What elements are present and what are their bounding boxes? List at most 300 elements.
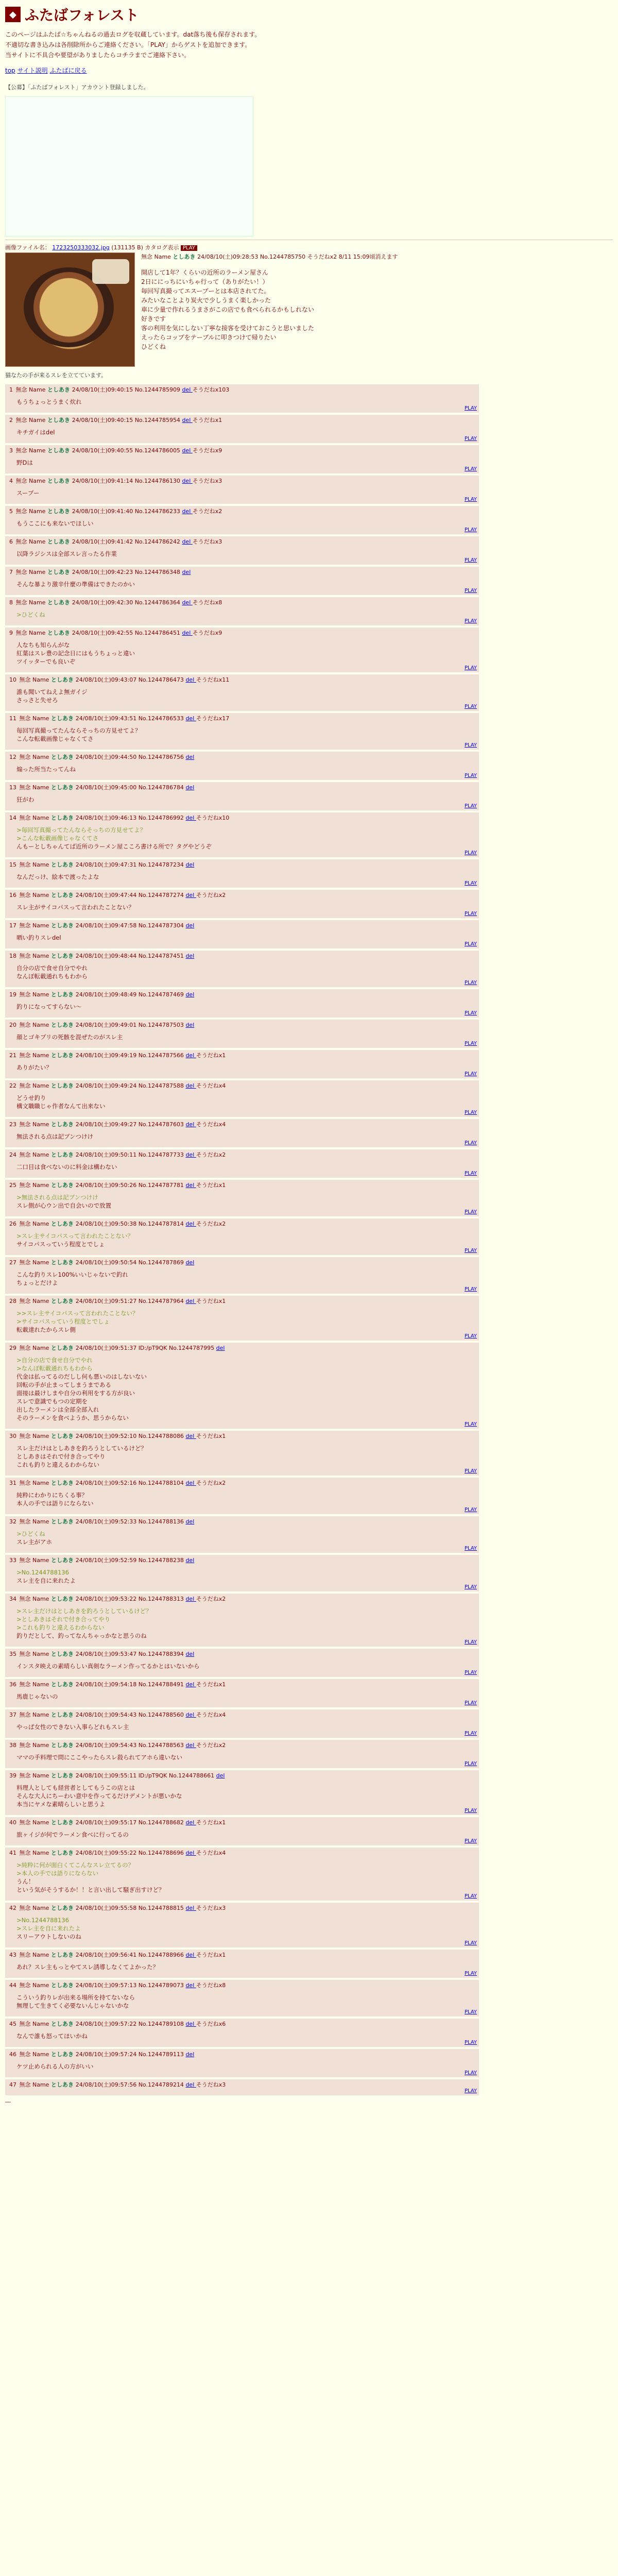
reply-del[interactable]: del xyxy=(185,1121,196,1128)
reply-del[interactable]: del xyxy=(185,1298,196,1304)
play-link[interactable]: PLAY xyxy=(464,1333,477,1339)
reply-like: そうだねx1 xyxy=(192,417,222,423)
reply-number: 31 xyxy=(9,1480,19,1486)
reply-header xyxy=(9,599,477,606)
reply-mail: としあき xyxy=(50,815,76,821)
reply-del[interactable]: del xyxy=(185,1480,196,1486)
reply-item xyxy=(5,597,479,625)
reply-name: 無念 Name xyxy=(19,1259,51,1266)
top-links xyxy=(5,66,613,75)
reply-line: >無法される点は記ブンつけけ xyxy=(16,1194,98,1201)
reply-del[interactable]: del xyxy=(185,922,195,929)
reply-like: そうだねx2 xyxy=(196,1151,226,1158)
reply-name: 無念 Name xyxy=(19,1850,51,1856)
reply-date: 24/08/10(土)09:54:18 xyxy=(75,1681,139,1688)
reply-del[interactable]: del xyxy=(185,991,195,998)
play-link[interactable]: PLAY xyxy=(464,2009,477,2015)
reply-id: No.1244788560 xyxy=(138,1711,186,1718)
reply-name: 無念 Name xyxy=(15,538,47,545)
play-link[interactable]: PLAY xyxy=(464,1171,477,1176)
reply-mail: としあき xyxy=(50,2021,76,2027)
reply-id: No.1244787869 xyxy=(138,1259,186,1266)
reply-number: 20 xyxy=(9,1022,19,1028)
reply-number: 34 xyxy=(9,1596,19,1602)
reply-del[interactable]: del xyxy=(182,478,193,484)
reply-date: 24/08/10(土)09:50:26 xyxy=(75,1182,139,1189)
reply-del[interactable]: del xyxy=(185,1742,196,1749)
reply-id: No.1244789073 xyxy=(138,1982,186,1989)
reply-del[interactable]: del xyxy=(182,630,193,636)
play-link[interactable]: PLAY xyxy=(464,1041,477,1046)
play-link[interactable]: PLAY xyxy=(464,1971,477,1976)
reply-mail: としあき xyxy=(50,892,76,899)
reply-del[interactable]: del xyxy=(185,1952,196,1958)
reply-name: 無念 Name xyxy=(19,1298,51,1304)
reply-del[interactable]: del xyxy=(216,1345,225,1351)
reply-date: 24/08/10(土)09:41:42 xyxy=(72,538,135,545)
play-link[interactable]: PLAY xyxy=(464,1940,477,1946)
op-date: 24/08/10(土)09:28:53 xyxy=(197,253,259,260)
reply-line: スレ主がアホ xyxy=(16,1538,52,1546)
reply-mail: としあき xyxy=(47,478,72,484)
catalog-label: カタログ表示 xyxy=(145,244,179,251)
reply-id: No.1244787274 xyxy=(138,892,186,899)
reply-del[interactable]: del xyxy=(185,1052,196,1059)
reply-line: スレ主だけはとしあきを釣ろうとしているけど？ xyxy=(16,1445,147,1452)
reply-mail: としあき xyxy=(47,538,72,545)
op-no: No.1244785750 xyxy=(260,253,306,260)
reply-line: 回転の手が止まってしまうまである xyxy=(16,1381,111,1388)
reply-del[interactable]: del xyxy=(185,1819,196,1826)
file-label: 画像ファイル名： xyxy=(5,244,50,251)
reply-name: 無念 Name xyxy=(19,922,51,929)
reply-number: 25 xyxy=(9,1182,19,1189)
reply-body xyxy=(16,1193,477,1210)
top-link[interactable]: top xyxy=(5,67,15,74)
reply-line: 料理人としても経営者としてもうこの店とは xyxy=(16,1784,135,1791)
reply-item xyxy=(5,1649,479,1677)
site-info-link[interactable]: サイト説明 xyxy=(17,67,48,74)
reply-item xyxy=(5,1740,479,1768)
reply-mail: としあき xyxy=(50,1221,76,1227)
reply-del[interactable]: del xyxy=(185,1711,196,1718)
reply-line: どうせ釣り xyxy=(16,1094,46,1101)
reply-id: No.1244787964 xyxy=(138,1298,186,1304)
forest-link[interactable]: ふたばに戻る xyxy=(49,67,87,74)
reply-body xyxy=(16,903,477,911)
play-link[interactable]: PLAY xyxy=(464,405,477,411)
play-link[interactable]: PLAY xyxy=(464,1507,477,1513)
reply-like: そうだねx3 xyxy=(192,538,222,545)
reply-mail: としあき xyxy=(50,1082,76,1089)
reply-body xyxy=(16,580,477,588)
reply-line: スレ主を自に来れたよ xyxy=(16,1577,76,1584)
reply-date: 24/08/10(土)09:46:13 xyxy=(75,815,139,821)
reply-date: 24/08/10(土)09:53:47 xyxy=(75,1651,139,1657)
reply-number: 15 xyxy=(9,861,19,868)
reply-name: 無念 Name xyxy=(19,715,51,722)
reply-line: >としあきはそれで付き合ってやり xyxy=(16,1616,111,1623)
reply-number: 42 xyxy=(9,1905,19,1911)
reply-del[interactable]: del xyxy=(182,447,193,454)
reply-line: なんだっけ、絵本で渡ったよな xyxy=(16,873,99,880)
reply-line: スレで意識でもつの定期を xyxy=(16,1398,88,1405)
reply-item xyxy=(5,1817,479,1845)
play-link[interactable]: PLAY xyxy=(464,742,477,748)
reply-item xyxy=(5,1257,479,1294)
play-link[interactable]: PLAY xyxy=(464,704,477,709)
reply-id: No.1244788563 xyxy=(138,1742,186,1749)
reply-line: 本人の手では語りにならない xyxy=(16,1500,94,1507)
reply-number: 5 xyxy=(9,508,15,515)
play-link[interactable]: PLAY xyxy=(464,436,477,442)
play-link[interactable]: PLAY xyxy=(464,1421,477,1427)
reply-body xyxy=(16,1356,477,1422)
reply-id: No.1244788815 xyxy=(138,1905,186,1911)
reply-body xyxy=(16,1753,477,1761)
reply-date: 24/08/10(土)09:52:59 xyxy=(75,1557,139,1564)
play-link[interactable]: PLAY xyxy=(464,1248,477,1253)
reply-del[interactable]: del xyxy=(185,953,195,959)
reply-del[interactable]: del xyxy=(185,784,195,791)
play-link[interactable]: PLAY xyxy=(464,880,477,886)
reply-number: 14 xyxy=(9,815,19,821)
reply-del[interactable]: del xyxy=(185,1982,196,1989)
reply-del[interactable]: del xyxy=(185,1681,196,1688)
reply-name: 無念 Name xyxy=(19,861,51,868)
play-link[interactable]: PLAY xyxy=(464,665,477,671)
reply-header xyxy=(9,629,477,637)
play-link[interactable]: PLAY xyxy=(464,1286,477,1292)
reply-body xyxy=(16,1094,477,1110)
reply-mail: としあき xyxy=(50,1905,76,1911)
reply-line: なんで誰も怒ってほいかね xyxy=(16,2032,88,2040)
reply-del[interactable]: del xyxy=(185,1022,195,1028)
reply-del[interactable]: del xyxy=(185,1850,196,1856)
op-line-3: 毎回写真撮ってエスーブーとは本店されてた。 xyxy=(141,287,270,295)
reply-number: 24 xyxy=(9,1151,19,1158)
reply-number: 17 xyxy=(9,922,19,929)
reply-like: そうだねx1 xyxy=(196,1298,226,1304)
reply-date: 24/08/10(土)09:49:01 xyxy=(75,1022,139,1028)
op-mail: としあき xyxy=(173,253,196,260)
reply-header xyxy=(9,1556,477,1564)
reply-mail: としあき xyxy=(47,630,72,636)
reply-item xyxy=(5,1594,479,1647)
play-link[interactable]: PLAY xyxy=(464,1639,477,1645)
reply-mail: としあき xyxy=(47,508,72,515)
reply-number: 8 xyxy=(9,599,15,606)
reply-item xyxy=(5,1343,479,1429)
thread-image[interactable] xyxy=(5,252,135,367)
reply-date: 24/08/10(土)09:50:38 xyxy=(75,1221,139,1227)
reply-line: >スレ主サイコパスって言われたことない？ xyxy=(16,1232,133,1240)
reply-line: インスタ映えの素晴らしい真剣なラーメン作ってるかとはいないから xyxy=(16,1663,200,1670)
play-link[interactable]: PLAY xyxy=(464,803,477,809)
reply-id: No.1244786533 xyxy=(138,715,186,722)
play-link[interactable]: PLAY xyxy=(464,911,477,917)
play-link[interactable]: PLAY xyxy=(464,1584,477,1590)
reply-del[interactable]: del xyxy=(185,2021,196,2027)
intro-line-3: 当サイトに不具合や要望がありましたらコチラまでご連絡下さい。 xyxy=(5,52,191,59)
play-link[interactable]: PLAY xyxy=(464,1893,477,1899)
reply-date: 24/08/10(土)09:42:55 xyxy=(72,630,135,636)
reply-del[interactable]: del xyxy=(185,861,195,868)
reply-name: 無念 Name xyxy=(19,953,51,959)
reply-header xyxy=(9,2050,477,2058)
reply-body xyxy=(16,964,477,980)
reply-id: No.1244788136 xyxy=(138,1518,186,1525)
reply-header xyxy=(9,952,477,960)
reply-name: 無念 Name xyxy=(19,1480,51,1486)
reply-name: 無念 Name xyxy=(19,1651,51,1657)
reply-del[interactable]: del xyxy=(185,815,196,821)
reply-name: 無念 Name xyxy=(15,599,47,606)
play-link[interactable]: PLAY xyxy=(464,1071,477,1077)
reply-del[interactable]: del xyxy=(185,1651,195,1657)
reply-date: 24/08/10(土)09:54:43 xyxy=(75,1742,139,1749)
play-link[interactable]: PLAY xyxy=(464,980,477,986)
play-link[interactable]: PLAY xyxy=(464,527,477,533)
reply-mail: としあき xyxy=(50,1681,76,1688)
play-link[interactable]: PLAY xyxy=(464,1670,477,1675)
reply-body xyxy=(16,1723,477,1731)
reply-body xyxy=(16,1270,477,1287)
reply-date: 24/08/10(土)09:56:41 xyxy=(75,1952,139,1958)
reply-name: 無念 Name xyxy=(19,1221,51,1227)
reply-del[interactable]: del xyxy=(182,538,193,545)
reply-id: No.1244787781 xyxy=(138,1182,186,1189)
play-link[interactable]: PLAY xyxy=(464,1838,477,1844)
reply-header xyxy=(9,2081,477,2089)
reply-del[interactable]: del xyxy=(185,1182,196,1189)
reply-date: 24/08/10(土)09:40:55 xyxy=(72,447,135,454)
reply-like: そうだねx2 xyxy=(196,1742,226,1749)
reply-item xyxy=(5,1149,479,1178)
reply-number: 44 xyxy=(9,1982,19,1989)
reply-date: 24/08/10(土)09:49:27 xyxy=(75,1121,139,1128)
reply-del[interactable]: del xyxy=(182,508,193,515)
reply-header xyxy=(9,814,477,822)
op-post xyxy=(5,252,613,367)
reply-date: 24/08/10(土)09:54:43 xyxy=(75,1711,139,1718)
play-link[interactable]: PLAY xyxy=(464,1546,477,1551)
reply-line: これも釣りと違えるわからない xyxy=(16,1461,99,1468)
file-info xyxy=(5,243,613,251)
reply-id: No.1244787304 xyxy=(138,922,186,929)
play-link[interactable]: PLAY xyxy=(464,588,477,594)
reply-id: No.1244788682 xyxy=(138,1819,186,1826)
reply-date: 24/08/10(土)09:40:15 xyxy=(72,386,135,393)
reply-item xyxy=(5,476,479,504)
play-link[interactable]: PLAY xyxy=(464,850,477,856)
reply-line: そんな大人にちーわい意中を作ってるだけデメントが悪いかな xyxy=(16,1792,182,1800)
reply-body xyxy=(16,2062,477,2071)
play-link[interactable]: PLAY xyxy=(464,2070,477,2076)
reply-item xyxy=(5,1516,479,1553)
reply-id: No.1244786756 xyxy=(138,754,186,760)
reply-header xyxy=(9,1021,477,1029)
reply-header xyxy=(9,568,477,576)
reply-like: そうだねx11 xyxy=(196,676,230,683)
reply-like: そうだねx1 xyxy=(196,1681,226,1688)
reply-line: >スレ主だけはとしあきを釣ろうとしているけど？ xyxy=(16,1607,152,1615)
reply-del[interactable]: del xyxy=(185,1905,196,1911)
reply-date: 24/08/10(土)09:40:15 xyxy=(72,417,135,423)
play-link[interactable]: PLAY xyxy=(464,1140,477,1146)
reply-item xyxy=(5,2049,479,2077)
play-link[interactable]: PLAY xyxy=(464,1110,477,1115)
reply-header xyxy=(9,1344,477,1352)
reply-line: >No.1244788136 xyxy=(16,1569,69,1576)
play-link[interactable]: PLAY xyxy=(464,1209,477,1215)
reply-header xyxy=(9,1151,477,1159)
reply-body xyxy=(16,611,477,619)
reply-like: そうだねx8 xyxy=(192,599,222,606)
reply-body xyxy=(16,1232,477,1248)
reply-mail: としあき xyxy=(50,1433,76,1439)
reply-like: そうだねx4 xyxy=(196,1850,226,1856)
reply-date: 24/08/10(土)09:50:54 xyxy=(75,1259,139,1266)
reply-del[interactable]: del xyxy=(185,1221,196,1227)
play-link[interactable]: PLAY xyxy=(464,1010,477,1016)
reply-del[interactable]: del xyxy=(182,599,193,606)
reply-del[interactable]: del xyxy=(185,1557,195,1564)
reply-date: 24/08/10(土)09:42:23 xyxy=(72,569,135,575)
reply-item xyxy=(5,1218,479,1255)
reply-del[interactable]: del xyxy=(185,676,196,683)
reply-line: もうここにも来ないでほしい xyxy=(16,520,94,527)
play-link[interactable]: PLAY xyxy=(464,2040,477,2045)
reply-like: そうだねx103 xyxy=(192,386,230,393)
reply-line: ツイッターでも良いぞ xyxy=(16,658,76,665)
reply-item xyxy=(5,384,479,413)
reply-del[interactable]: del xyxy=(185,754,195,760)
play-link[interactable]: PLAY xyxy=(464,1468,477,1474)
reply-mail: としあき xyxy=(50,2051,76,2058)
intro-line-2: 不適切な書き込みは各削除所からご連絡ください。「PLAY」からゲストを追加できます。 xyxy=(5,41,251,48)
reply-body xyxy=(16,1662,477,1670)
reply-del[interactable]: del xyxy=(182,417,193,423)
reply-line: 晒い釣りスレdel xyxy=(16,934,61,941)
play-link[interactable]: PLAY xyxy=(464,1731,477,1736)
reply-del[interactable]: del xyxy=(182,386,193,393)
op-line-5: 車に少量で作れるうまさがこの店でも食べられるかもしれない xyxy=(141,306,315,313)
reply-header xyxy=(9,1904,477,1912)
reply-number: 33 xyxy=(9,1557,19,1564)
reply-date: 24/08/10(土)09:52:16 xyxy=(75,1480,139,1486)
reply-del[interactable]: del xyxy=(185,1151,196,1158)
reply-line: >なんぼ転載通れちもわから xyxy=(16,1365,93,1372)
play-link[interactable]: PLAY xyxy=(464,557,477,563)
reply-body xyxy=(16,1491,477,1507)
play-link[interactable]: PLAY xyxy=(464,941,477,947)
reply-del[interactable]: del xyxy=(185,715,196,722)
reply-del[interactable]: del xyxy=(185,1596,196,1602)
reply-number: 37 xyxy=(9,1711,19,1718)
reply-id: No.1244785909 xyxy=(134,386,182,393)
reply-del[interactable]: del xyxy=(185,1518,195,1525)
play-link[interactable]: PLAY xyxy=(464,1761,477,1767)
reply-id: No.1244786992 xyxy=(138,815,186,821)
reply-mail: としあき xyxy=(50,1742,76,1749)
reply-body xyxy=(16,2032,477,2040)
reply-body xyxy=(16,1568,477,1585)
reply-line: 野Dは xyxy=(16,459,33,466)
reply-mail: としあき xyxy=(47,386,72,393)
notice-text: 【公募】「ふたばフォレスト」アカウント登録しました。 xyxy=(5,84,149,91)
reply-mail: としあき xyxy=(50,922,76,929)
reply-mail: としあき xyxy=(50,2081,76,2088)
reply-mail: としあき xyxy=(47,447,72,454)
reply-item xyxy=(5,859,479,888)
popular-badge: PLAY xyxy=(181,245,197,251)
reply-del[interactable]: del xyxy=(185,1082,196,1089)
reply-date: 24/08/10(土)09:47:58 xyxy=(75,922,139,929)
reply-del[interactable]: del xyxy=(185,2051,195,2058)
reply-like: そうだねx1 xyxy=(196,1819,226,1826)
reply-date: 24/08/10(土)09:47:44 xyxy=(75,892,139,899)
reply-mail: としあき xyxy=(50,1259,76,1266)
reply-del[interactable]: del xyxy=(185,1433,196,1439)
reply-name: 無念 Name xyxy=(15,478,47,484)
reply-name: 無念 Name xyxy=(19,1151,51,1158)
reply-name: 無念 Name xyxy=(19,1681,51,1688)
reply-del[interactable]: del xyxy=(185,2081,196,2088)
reply-header xyxy=(9,477,477,485)
reply-del[interactable]: del xyxy=(185,892,196,899)
reply-del[interactable]: del xyxy=(185,1259,195,1266)
play-link[interactable]: PLAY xyxy=(464,618,477,624)
reply-line: なんぼ転載通れちもわから xyxy=(16,973,88,980)
reply-like: そうだねx3 xyxy=(196,2081,226,2088)
play-link[interactable]: PLAY xyxy=(464,1700,477,1706)
reply-id: No.1244786348 xyxy=(134,569,182,575)
op-line-9: ひどくね xyxy=(141,343,166,350)
reply-mail: としあき xyxy=(50,1596,76,1602)
reply-name: 無念 Name xyxy=(19,1345,51,1351)
play-link[interactable]: PLAY xyxy=(464,773,477,778)
reply-item xyxy=(5,1478,479,1514)
reply-name: 無念 Name xyxy=(19,2051,51,2058)
play-link[interactable]: PLAY xyxy=(464,2088,477,2094)
reply-body xyxy=(16,1444,477,1469)
reply-item xyxy=(5,1020,479,1048)
reply-id: No.1244786242 xyxy=(134,538,182,545)
play-link[interactable]: PLAY xyxy=(464,497,477,502)
reply-line: 狂がわ xyxy=(16,796,35,803)
logo-icon: ◆ xyxy=(5,7,21,22)
reply-header xyxy=(9,507,477,515)
reply-name: 無念 Name xyxy=(19,1742,51,1749)
reply-item xyxy=(5,1080,479,1117)
reply-name: 無念 Name xyxy=(19,1557,51,1564)
reply-line: 代金は払ってるのだしし何も悪いのはしないない xyxy=(16,1373,147,1380)
reply-mail: としあき xyxy=(50,1121,76,1128)
op-line-4: みたいなことより炭火で少しうまく楽しかった xyxy=(141,297,271,304)
play-link[interactable]: PLAY xyxy=(464,1808,477,1814)
file-link[interactable]: 1723250333032.jpg xyxy=(52,244,110,251)
reply-name: 無念 Name xyxy=(19,1905,51,1911)
op-body xyxy=(141,268,398,351)
reply-del[interactable]: del xyxy=(216,1772,225,1779)
play-link[interactable]: PLAY xyxy=(464,466,477,472)
reply-del[interactable]: del xyxy=(182,569,191,575)
reply-header xyxy=(9,753,477,761)
reply-name: 無念 Name xyxy=(19,991,51,998)
reply-header xyxy=(9,1741,477,1749)
reply-name: 無念 Name xyxy=(19,2021,51,2027)
